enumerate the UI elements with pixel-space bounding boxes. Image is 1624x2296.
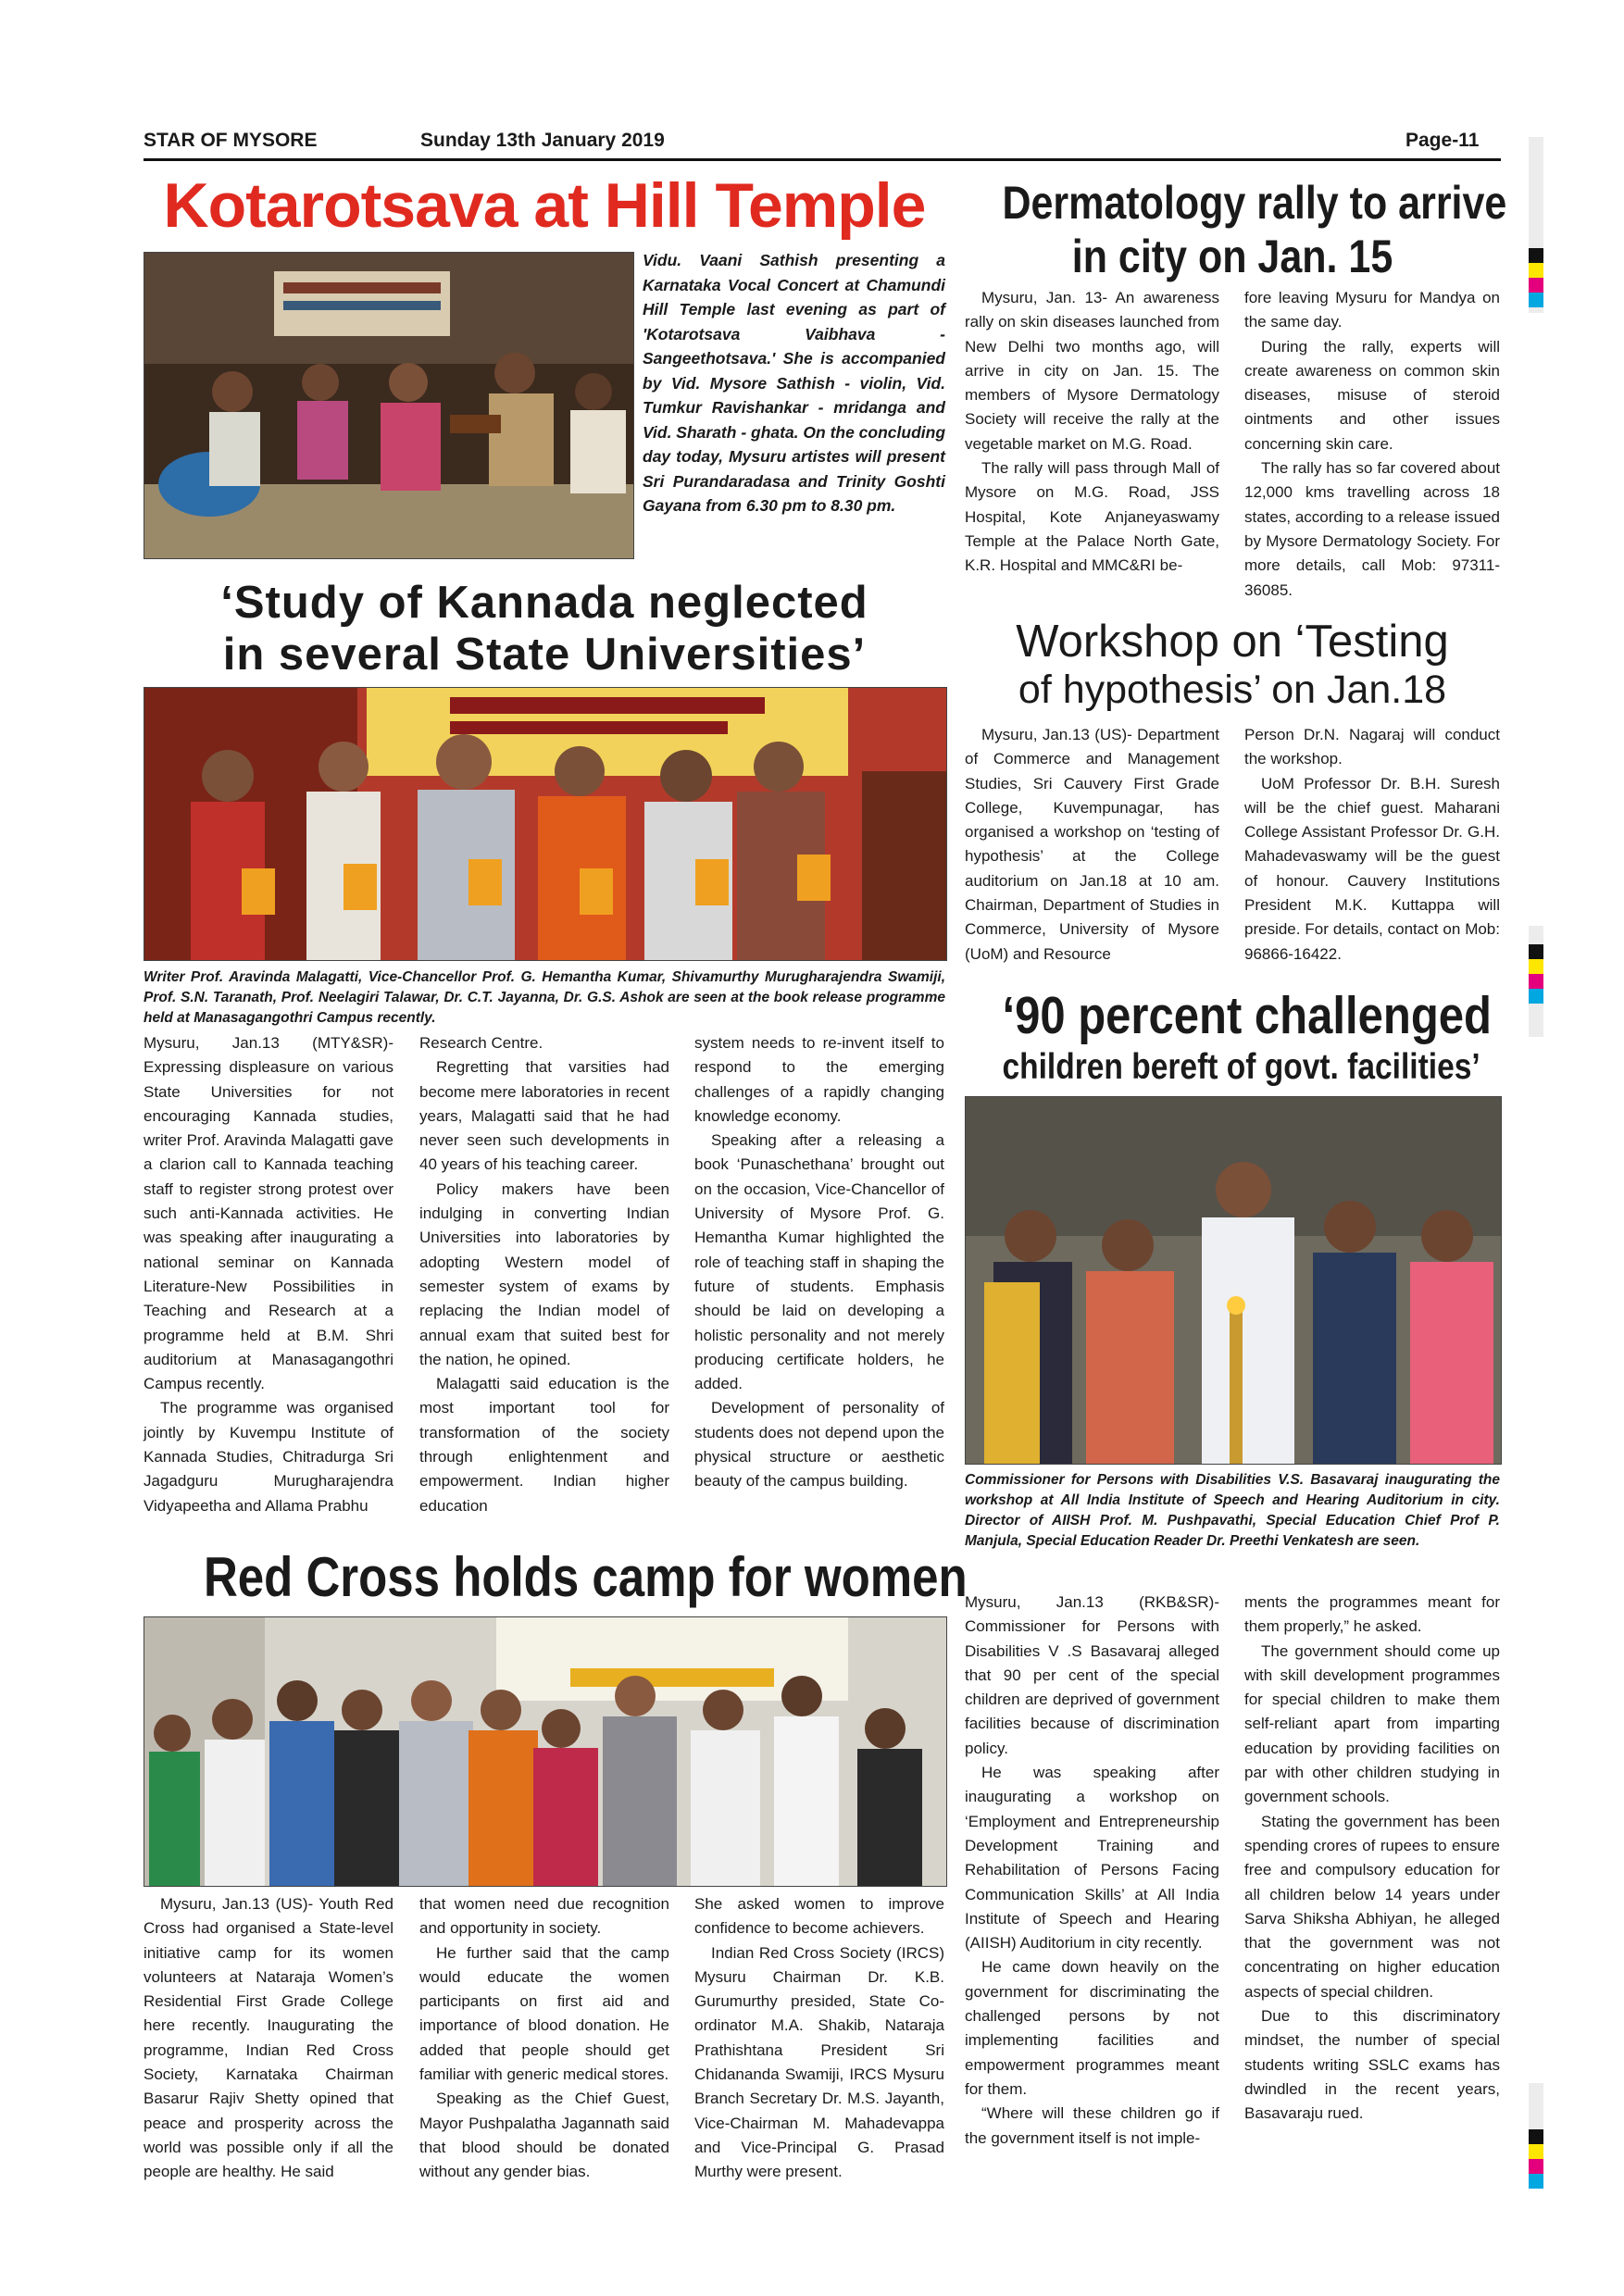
paragraph: Indian Red Cross Society (IRCS) Mysuru Chairman Dr. K.B. Gurumurthy presided, State Co-ordinator M.A. Shakib, Nataraja Prathishtana President Sri Chidananda Swamiji, IRCS Mysuru Branch Secretary Dr. M.S. Jayanth, Vice-Chairman M. Mahadevappa and Vice-Principal G. Prasad Murthy were present. [694, 1943, 944, 2181]
headline-kotarotsava: Kotarotsava at Hill Temple [163, 170, 926, 241]
paragraph: Regretting that varsities had become mere laboratories in recent years, Malagatti said that he had never seen such developments in 40 years of his teaching career. [419, 1058, 669, 1174]
headline-workshop-line2: of hypothesis’ on Jan.18 [1018, 668, 1447, 712]
workshop-column-1 [965, 723, 1219, 967]
paragraph: fore leaving Mysuru for Mandya on the same day. [1244, 289, 1500, 331]
concert-photo [144, 252, 634, 559]
headline-red-cross: Red Cross holds camp for women [203, 1546, 968, 1608]
paragraph: Mysuru, Jan.13 (RKB&SR)- Commissioner for Persons with Disabilities V .S Basavaraj alleged that 90 per cent of the special children are deprived of government facilities because of discrimination policy. [965, 1593, 1219, 1757]
workshop-column-2 [1244, 723, 1500, 967]
headline-challenged-line1: ‘90 percent challenged [1002, 986, 1492, 1045]
dermatology-column-2 [1244, 286, 1500, 603]
paragraph: Malagatti said education is the most important tool for transformation of the society through enlightenment and empowerment. Indian higher education [419, 1375, 669, 1515]
red-cross-column-3 [694, 1892, 944, 2185]
paragraph: The programme was organised jointly by Kuvempu Institute of Kannada Studies, Chitradurga Sri Jagadguru Murugharajendra Vidyapeetha and Allama Prabhu [144, 1399, 394, 1515]
paragraph: Mysuru, Jan.13 (US)- Youth Red Cross had organised a State-level initiative camp for its women volunteers at Nataraja Women’s Residential First Grade College here recently. Inaugurating the programme, Indian Red Cross Society, Karnataka Chairman Basarur Rajiv Shetty opined that peace and prosperity across the world was possible only if all the people are healthy. He said [144, 1895, 394, 2181]
paragraph: The rally has so far covered about 12,000 kms travelling across 18 states, according to a release issued by Mysore Dermatology Society. For more details, call Mob: 97311-36085. [1244, 459, 1500, 599]
paragraph: He further said that the camp would educate the women participants on first aid and importance of blood donation. He added that people should get familiar with generic medical stores. [419, 1943, 669, 2084]
kannada-column-3 [694, 1031, 944, 1494]
kannada-column-1 [144, 1031, 394, 1518]
paragraph: Stating the government has been spending crores of rupees to ensure free and compulsory education for all children below 14 years under Sarva Shiksha Abhiyan, he alleged that the government was not concentrating on higher education aspects of special children. [1244, 1812, 1500, 2001]
red-cross-column-1 [144, 1892, 394, 2185]
paragraph: Research Centre. [419, 1034, 543, 1052]
header-rule [144, 158, 1501, 161]
headline-kannada-line2: in several State Universities’ [222, 630, 867, 680]
paragraph: The government should come up with skill development programmes for special children to make them self-reliant apart from imparting education by providing facilities on par with other children studying in government schools. [1244, 1641, 1500, 1806]
book-release-caption: Writer Prof. Aravinda Malagatti, Vice-Chancellor Prof. G. Hemantha Kumar, Shivamurthy Murugharajendra Swamiji, Prof. S.N. Taranath, Prof. Neelagiri Talawar, Dr. C.T. Jayanna, Dr. G.S. Ashok are seen at the book release programme held at Manasagangothri Campus recently. [144, 969, 945, 1026]
red-cross-column-2 [419, 1892, 669, 2185]
dermatology-column-1 [965, 286, 1219, 579]
paragraph: During the rally, experts will create awareness on common skin diseases, misuse of steroid ointments and other issues concerning skin care. [1244, 337, 1500, 453]
paragraph: system needs to re-invent itself to respond to the emerging challenges of a rapidly changing knowledge economy. [694, 1034, 944, 1125]
paragraph: She asked women to improve confidence to become achievers. [694, 1895, 944, 1938]
concert-caption: Vidu. Vaani Sathish presenting a Karnataka Vocal Concert at Chamundi Hill Temple last evening as part of 'Kotarotsava Vaibhava - Sangeethotsava.' She is accompanied by Vid. Mysore Sathish - violin, Vid. Tumkur Ravishankar - mridanga and Vid. Sharath - ghata. On the concluding day today, Mysuru artistes will present Sri Purandaradasa and Trinity Goshti Gayana from 6.30 pm to 8.30 pm. [643, 251, 946, 515]
paragraph: Mysuru, Jan. 13- An awareness rally on skin diseases launched from New Delhi two months ago, will arrive in city on Jan. 15. The members of Mysore Dermatology Society will receive the rally at the vegetable market on M.G. Road. [965, 289, 1219, 453]
paragraph: Person Dr.N. Nagaraj will conduct the workshop. [1244, 726, 1500, 768]
paragraph: He came down heavily on the government for discriminating the challenged persons by not implementing facilities and empowerment programmes meant for them. [965, 1958, 1219, 2098]
challenged-column-1 [965, 1591, 1219, 2151]
red-cross-photo [144, 1616, 947, 1887]
paragraph: Speaking as the Chief Guest, Mayor Pushpalatha Jagannath said that blood should be donated without any gender bias. [419, 2090, 669, 2181]
headline-challenged-line2: children bereft of govt. facilities’ [1002, 1047, 1480, 1087]
paragraph: Speaking after a releasing a book ‘Punaschethana’ brought out on the occasion, Vice-Chancellor of University of Mysore Prof. G. Hemantha Kumar highlighted the role of teaching staff in shaping the future of students. Emphasis should be laid on developing a holistic personality and not merely producing certificate holders, he added. [694, 1131, 944, 1393]
paragraph: The rally will pass through Mall of Mysore on M.G. Road, JSS Hospital, Kote Anjaneyaswamy Temple at the Palace North Gate, K.R. Hospital and MMC&RI be- [965, 459, 1219, 575]
headline-workshop-line1: Workshop on ‘Testing [1016, 617, 1449, 667]
lamp-lighting-photo [965, 1096, 1502, 1465]
headline-dermatology-line2: in city on Jan. 15 [1071, 231, 1393, 282]
challenged-column-2 [1244, 1591, 1500, 2127]
paragraph: “Where will these children go if the government itself is not imple- [965, 2104, 1219, 2147]
paragraph: that women need due recognition and opportunity in society. [419, 1895, 669, 1938]
color-registration-strip-bottom [1529, 2083, 1543, 2185]
masthead-date: Sunday 13th January 2019 [420, 130, 665, 151]
paragraph: Mysuru, Jan.13 (US)- Department of Commerce and Management Studies, Sri Cauvery First Grade College, Kuvempunagar, has organised a workshop on ‘testing of hypothesis’ at the College auditorium on Jan.18 at 10 am. Chairman, Department of Studies in Commerce, University of Mysore (UoM) and Resource [965, 726, 1219, 963]
lamp-lighting-caption: Commissioner for Persons with Disabilities V.S. Basavaraj inaugurating the workshop at All India Institute of Speech and Hearing Auditorium in city. Director of AIISH Prof. M. Pushpavathi, Special Education Chief Prof P. Manjula, Special Education Reader Dr. Preethi Venkatesh are seen. [965, 1472, 1500, 1549]
kannada-column-2 [419, 1031, 669, 1518]
masthead-paper-name: STAR OF MYSORE [144, 130, 318, 151]
book-release-photo [144, 687, 947, 961]
paragraph: Mysuru, Jan.13 (MTY&SR)- Expressing displeasure on various State Universities for not encouraging Kannada studies, writer Prof. Aravinda Malagatti gave a clarion call to Kannada teaching staff to register strong protest over such anti-Kannada activities. He was speaking after inaugurating a national seminar on Kannada Literature-New Possibilities in Teaching and Research at a programme held at B.M. Shri auditorium at Manasagangothri Campus recently. [144, 1034, 394, 1393]
paragraph: He was speaking after inaugurating a workshop on ‘Employment and Entrepreneurship Development Training and Rehabilitation of Persons Facing Communication Skills’ at All India Institute of Speech and Hearing (AIISH) Auditorium in city recently. [965, 1764, 1219, 1953]
paragraph: Development of personality of students does not depend upon the physical structure or aesthetic beauty of the campus building. [694, 1399, 944, 1491]
page-number: Page-11 [1405, 130, 1480, 151]
paragraph: Due to this discriminatory mindset, the number of special students writing SSLC exams has dwindled in the recent years, Basavaraju rued. [1244, 2007, 1500, 2123]
headline-dermatology-line1: Dermatology rally to arrive [1002, 177, 1507, 229]
paragraph: UoM Professor Dr. B.H. Suresh will be the chief guest. Maharani College Assistant Professor Dr. G.H. Mahadevaswamy will be the guest of honour. Cauvery Institutions President M.K. Kuttappa will preside. For details, contact on Mob: 96866-16422. [1244, 774, 1500, 963]
paragraph: Policy makers have been indulging in converting Indian Universities into laboratories by adopting Western model of semester system of exams by replacing the Indian model of annual exam that suited best for the nation, he opined. [419, 1179, 669, 1368]
color-registration-strip-top [1529, 137, 1543, 313]
paragraph: ments the programmes meant for them properly,” he asked. [1244, 1593, 1500, 1636]
headline-kannada-line1: ‘Study of Kannada neglected [220, 578, 868, 628]
color-registration-strip-mid [1529, 926, 1543, 1037]
